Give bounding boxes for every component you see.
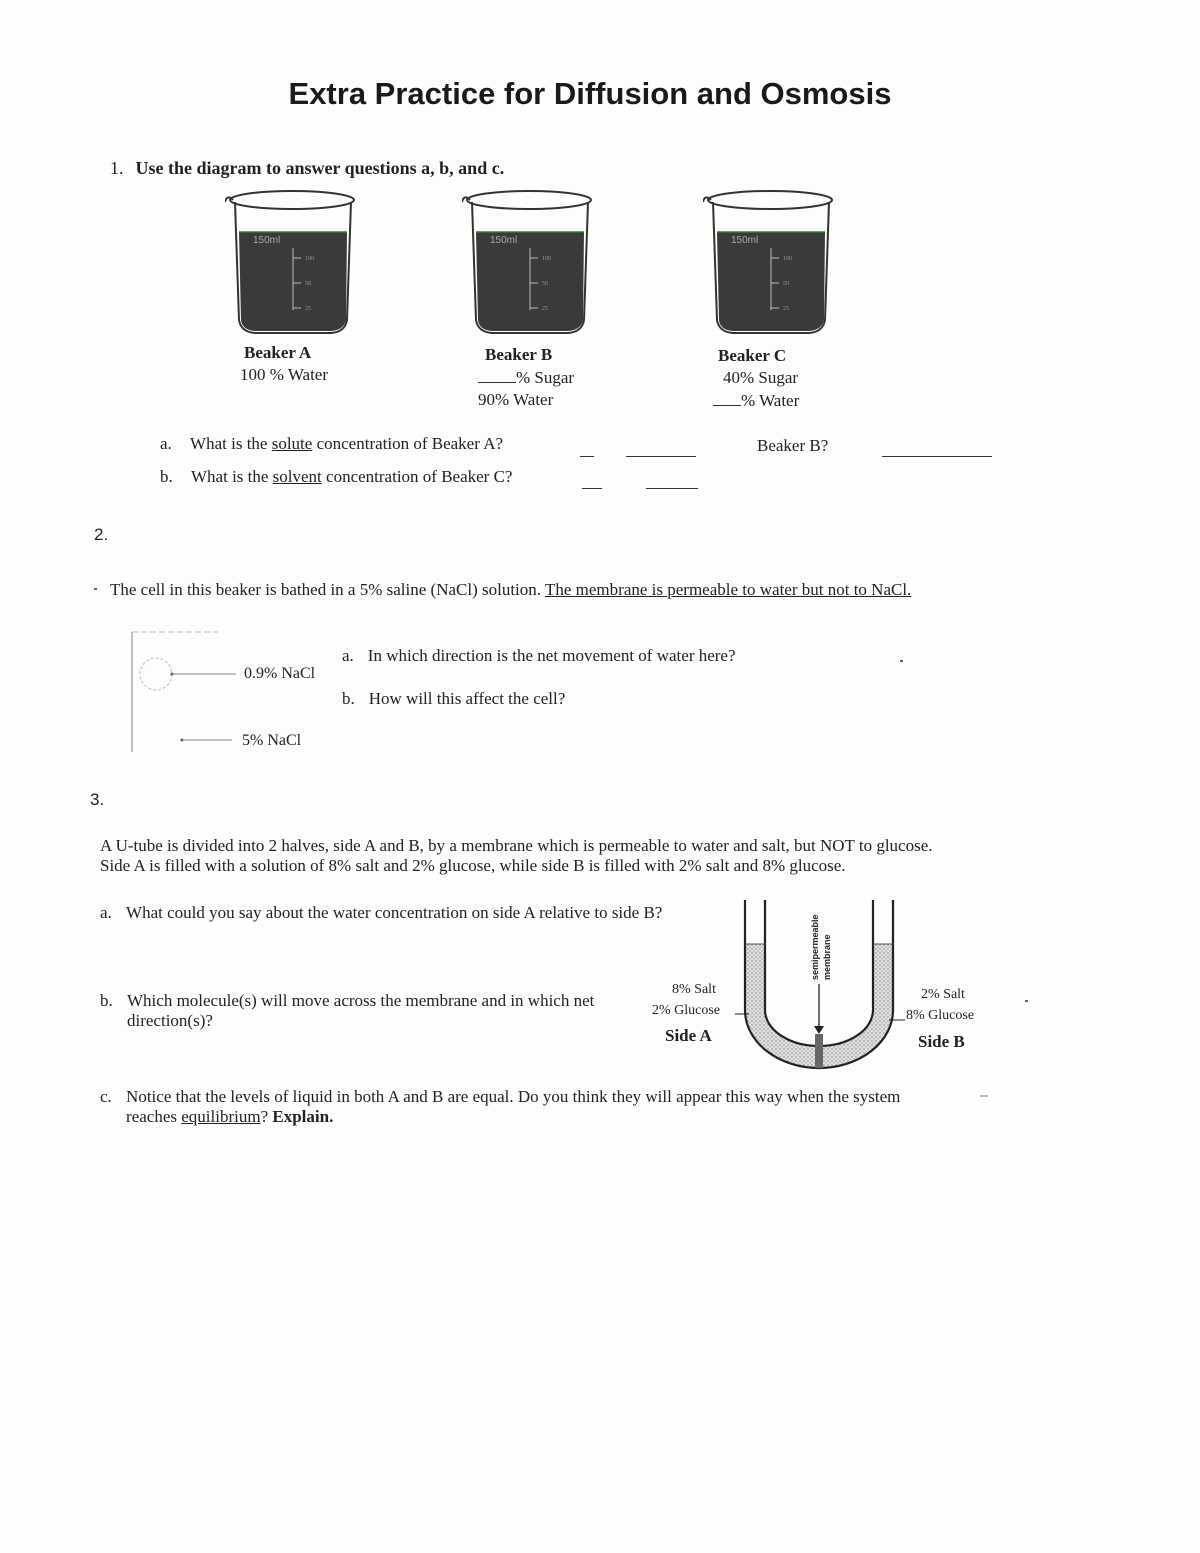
question-1b-label: b. (160, 467, 173, 486)
beaker-a-cup-label: 150ml (253, 235, 281, 246)
question-3-intro: A U-tube is divided into 2 halves, side A and B, by a membrane which is permeable to water and salt, but NOT to glucose. Side A is filled with a solution of 8% salt and 2% glucose, while side B is filled with 2% salt and 8% glucose. (100, 836, 933, 875)
side-b-salt: 2% Salt (921, 987, 965, 1002)
question-1b-text-pre: What is the (191, 467, 273, 486)
question-1b (160, 467, 512, 487)
question-2-number: 2. (94, 525, 109, 544)
beaker-a-image (225, 188, 360, 336)
beaker-b-sugar-blank[interactable] (478, 366, 516, 383)
question-3a-text: What could you say about the water concentration on side A relative to side B? (126, 903, 663, 922)
question-3a (100, 903, 710, 923)
beaker-a-name: Beaker A (244, 343, 312, 362)
cell-outside-label: 5% NaCl (242, 732, 302, 749)
question-2b-label: b. (342, 689, 355, 708)
scan-speck (980, 1095, 988, 1097)
question-2a-text: In which direction is the net movement of water here? (367, 646, 736, 665)
beaker-c-mark-3: 25 (783, 306, 789, 312)
beaker-b-mark-1: 100 (542, 256, 551, 262)
question-1a-beaker-b-answer-blank[interactable] (882, 440, 992, 457)
question-3c-body (126, 1087, 948, 1127)
question-1a-label: a. (160, 434, 172, 453)
beaker-b-cup-label: 150ml (490, 235, 518, 246)
question-3-number: 3. (90, 790, 105, 809)
question-2a-label: a. (342, 646, 354, 665)
question-2a (342, 646, 736, 666)
question-1a (160, 434, 503, 454)
beaker-c-line2: % Water (741, 391, 800, 410)
beaker-c-label (713, 345, 799, 412)
beaker-c-mark-2: 50 (783, 281, 789, 287)
beaker-a-line1: 100 % Water (240, 365, 329, 384)
membrane-label-line2: membrane (822, 934, 832, 980)
beaker-c-water-blank[interactable] (713, 389, 741, 406)
question-2-intro (110, 580, 920, 600)
question-3b-text: Which molecule(s) will move across the membrane and in which net direction(s)? (127, 991, 595, 1030)
beaker-c-mark-1: 100 (783, 256, 792, 262)
question-3b (100, 991, 620, 1031)
page-title: Extra Practice for Diffusion and Osmosis (288, 76, 892, 111)
beaker-b-name: Beaker B (485, 345, 553, 364)
side-a-name: Side A (665, 1026, 712, 1045)
question-1a-text-pre: What is the (190, 434, 272, 453)
question-1-prompt (110, 158, 504, 179)
question-1b-answer-blank[interactable] (646, 472, 698, 489)
question-1a-answer-blank[interactable] (626, 440, 696, 457)
question-3c-text-equilibrium: equilibrium (181, 1107, 261, 1126)
membrane-label-line1: semipermeable (810, 914, 820, 980)
question-1a-text-solute: solute (271, 434, 313, 453)
scan-speck (900, 660, 903, 662)
question-3c (100, 1087, 960, 1127)
question-3b-label: b. (100, 991, 113, 1010)
question-3c-text-pre: Notice that the levels of liquid in both A and B are equal. Do you think they will appear this way when the system reaches (126, 1087, 901, 1126)
question-2-intro-underlined: The membrane is permeable to water but not to NaCl. (544, 580, 912, 599)
beaker-b-label (478, 344, 574, 411)
beaker-b-mark-3: 25 (542, 306, 548, 312)
question-1b-text-post: concentration of Beaker C? (321, 467, 513, 486)
beaker-c-name: Beaker C (718, 346, 787, 365)
question-2b (342, 689, 565, 709)
beaker-b-image (462, 188, 597, 336)
question-3c-text-explain: Explain. (272, 1107, 334, 1126)
question-3c-label: c. (100, 1087, 112, 1106)
beaker-c-line1: 40% Sugar (723, 368, 799, 387)
u-tube-diagram (735, 892, 905, 1080)
question-1a-tick (580, 440, 594, 457)
beaker-a-mark-2: 50 (305, 281, 311, 287)
beaker-a-label (240, 342, 328, 386)
question-2b-text: How will this affect the cell? (368, 689, 566, 708)
scan-speck (94, 588, 97, 590)
question-2-intro-text: The cell in this beaker is bathed in a 5% saline (NaCl) solution. (110, 580, 545, 599)
question-1-text: Use the diagram to answer questions a, b, and c. (135, 158, 505, 178)
beaker-b-line2: 90% Water (478, 390, 554, 409)
side-a-salt: 8% Salt (672, 982, 716, 997)
cell-inside-label: 0.9% NaCl (244, 665, 316, 682)
question-1b-text-solvent: solvent (272, 467, 322, 486)
beaker-b-line1: % Sugar (516, 368, 575, 387)
beaker-a-mark-3: 25 (305, 306, 311, 312)
beaker-a-mark-1: 100 (305, 256, 314, 262)
scan-speck (1025, 1000, 1028, 1002)
question-1a-text-post: concentration of Beaker A? (312, 434, 504, 453)
question-1a-beaker-b: Beaker B? (757, 436, 829, 455)
question-3a-label: a. (100, 903, 112, 922)
question-1b-tick (582, 472, 602, 489)
beaker-c-image (703, 188, 838, 336)
question-1-number: 1. (110, 158, 124, 178)
question-3c-text-q: ? (260, 1107, 273, 1126)
side-b-glucose: 8% Glucose (906, 1008, 975, 1023)
beaker-c-cup-label: 150ml (731, 235, 759, 246)
beaker-b-mark-2: 50 (542, 281, 548, 287)
side-b-name: Side B (918, 1032, 965, 1051)
side-a-glucose: 2% Glucose (652, 1003, 721, 1018)
